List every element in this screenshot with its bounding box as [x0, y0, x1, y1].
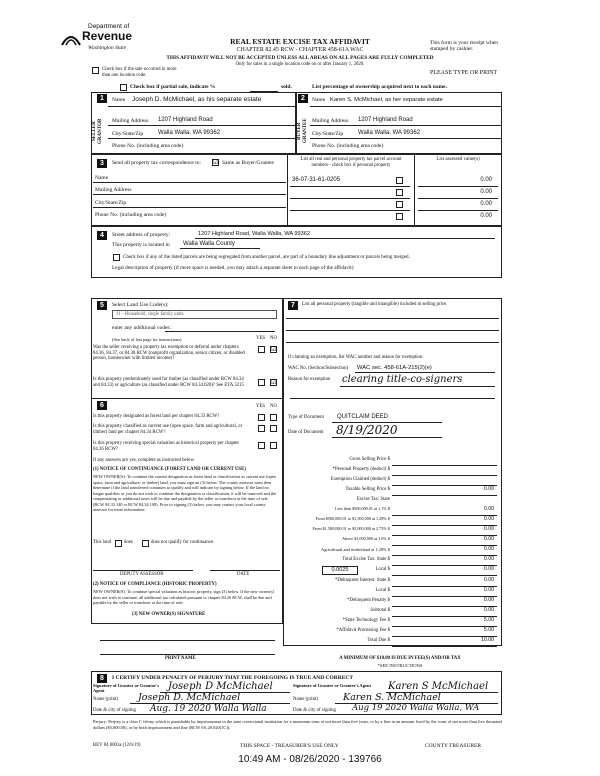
seller-phone-label: Phone No. (including area code) — [112, 143, 184, 149]
certify-statement: I CERTIFY UNDER PENALTY OF PERJURY THAT THE FOREGOING IS TRUE AND CORRECT — [112, 675, 354, 681]
tax-row — [284, 637, 502, 647]
section-6-number: 6 — [97, 401, 107, 410]
additional-codes-line — [165, 331, 275, 332]
tax-row — [284, 617, 502, 627]
tax-value[interactable]: 10.00 — [481, 637, 494, 643]
tax-label: Total Excise Tax: State $ — [342, 557, 390, 562]
corr-address-label: Mailing Address — [95, 187, 132, 193]
tax-value-line — [392, 646, 497, 647]
wac-label: WAC No. (Section/Subsection) — [288, 366, 349, 371]
land-use-value: 11 - Household, single family units — [116, 312, 184, 317]
grantor-name[interactable]: Joseph D. McMichael — [138, 692, 241, 703]
doc-date-label: Date of Document — [288, 430, 324, 435]
form-warning: THIS AFFIDAVIT WILL NOT BE ACCEPTED UNLESS ALL AREAS ON ALL PAGES ARE FULLY COMPLETED — [166, 55, 434, 61]
street-address[interactable]: 1207 Highland Road, Walla Walla, WA 99362 — [198, 231, 310, 237]
tax-row — [284, 566, 502, 577]
grantee-date-label: Date & city of signing — [293, 708, 336, 713]
s5-q1-no[interactable]: ☑ — [271, 347, 277, 353]
segregated-label: Check box if any of the listed parcels are being segregated from another parcel, are part of a boundary line adjustment or parcels being merged. — [123, 255, 410, 260]
receipt-note: This form is your receipt when stamped by cashier. — [430, 40, 498, 53]
parcel-row — [288, 211, 502, 223]
form-only-for: Only for sales in a single location code on or after January 1, 2020. — [235, 62, 365, 67]
s6-question-2: Is this property classified as current use (open space, farm and agricultural, or timber) land per chapter 84.34 RCW? — [93, 424, 243, 435]
deputy-line — [93, 570, 193, 571]
buyer-city-label: City/State/Zip — [312, 131, 344, 137]
print-name-line — [100, 654, 275, 655]
tax-label: Total Due $ — [367, 638, 390, 643]
s6-no-header: NO — [270, 404, 277, 409]
tax-row — [284, 607, 502, 617]
dept-line2: Revenue — [82, 29, 133, 43]
tax-value[interactable]: 0.00 — [483, 566, 494, 572]
s6-q2-yes[interactable] — [258, 425, 265, 432]
buyer-name-label: Name — [312, 97, 326, 103]
seller-name[interactable]: Joseph D. McMichael, as his separate estate — [132, 96, 262, 103]
tax-label: Local $ — [375, 567, 390, 572]
s5-question-1: Was the seller receiving a property tax exemption or deferral under chapters 84.36, 84.37, or 84.38 RCW (nonprofit organization, senior citizen, or disabled person, homeowner with limited income)? — [93, 345, 245, 362]
tax-label: Taxable Selling Price $ — [345, 487, 390, 492]
tax-row — [284, 577, 502, 587]
dor-mark-icon — [60, 27, 82, 47]
section-5-number: 5 — [97, 301, 107, 310]
pp-line-3 — [286, 342, 499, 343]
grantee-name[interactable]: Karen S. McMichael — [343, 692, 441, 703]
reason-value[interactable]: clearing title-co-signers — [342, 374, 463, 385]
minimum-due-note: A MINIMUM OF $10.00 IS DUE IN FEE(S) AND/OR TAX — [339, 656, 461, 661]
seller-name-label: Name — [112, 97, 126, 103]
seller-name-line — [108, 106, 296, 107]
multi-location-checkbox[interactable] — [92, 67, 99, 74]
tax-row — [284, 486, 502, 496]
tax-value[interactable]: 0.00 — [483, 546, 494, 552]
pp-line-1 — [286, 318, 499, 319]
tax-value[interactable]: 0.00 — [483, 556, 494, 562]
same-as-buyer-checkbox[interactable]: ☑ — [213, 160, 219, 166]
assessed-header: List assessed value(s) — [436, 157, 480, 162]
partial-sale-label: Check box if partial sale, indicate % — [130, 84, 216, 90]
section-3-number: 3 — [97, 159, 107, 168]
tax-value[interactable]: 0.00 — [483, 597, 494, 603]
land-use-label: Select Land Use Code(s): — [112, 302, 169, 308]
tax-row — [284, 466, 502, 476]
tax-label: Local $ — [375, 588, 390, 593]
tax-value[interactable]: 0.00 — [483, 577, 494, 583]
personal-property-checkbox[interactable] — [396, 213, 403, 220]
tax-row — [284, 597, 502, 607]
notice-1-text: NEW OWNER(S): To continue the current designation as forest land or classification as current use (open space, farm and agriculture, or timber) land, you must sign on (3) below. The county assessor must then determine if the land transferred continues to qualify and will indicate by signing below. If the land no longer qualifies or you do not wish to continue the designation or classification, it will be removed and the compensating or additional taxes will be due and payable by the seller or transferor at the time of sale. (RCW 84.33.140 or RCW 84.34.108). Prior to signing (3) below, you may contact your local county assessor for more information. — [93, 474, 277, 513]
wac-line — [355, 372, 495, 373]
tax-value[interactable]: 0.00 — [483, 536, 494, 542]
parcel-number[interactable]: 36-07-31-61-0205 — [292, 177, 341, 183]
grantor-date-label: Date & city of signing — [93, 708, 136, 713]
parcel-row — [288, 187, 502, 199]
personal-property-checkbox[interactable] — [396, 189, 403, 196]
county-treasurer: COUNTY TREASURER — [425, 743, 482, 749]
segregated-checkbox[interactable] — [113, 254, 120, 261]
tax-label: From $1,500,000.01 to $3,000,000 at 2.75% $ — [312, 526, 390, 531]
pp-line-2 — [286, 330, 499, 331]
grantee-date-city[interactable]: Aug 19 2020 Walla Walla, WA — [352, 703, 480, 713]
tax-row — [284, 456, 502, 466]
corr-address-line — [93, 194, 286, 195]
section-8-number: 8 — [97, 674, 107, 683]
tax-label: Less than $500,000.01 at 1.1% $ — [335, 506, 390, 511]
grantee-date-line — [350, 714, 498, 715]
s6-if-yes: If any answers are yes, complete as instructed below. — [93, 458, 195, 463]
parcel-row — [288, 199, 502, 211]
tax-label: Exemption Claimed (deduct) $ — [330, 477, 390, 482]
notice-2-title: (2) NOTICE OF COMPLIANCE (HISTORIC PROPERTY) — [93, 582, 217, 587]
land-use-select[interactable] — [112, 310, 277, 319]
s6-question-3: Is this property receiving special valuation as historical property per chapter 84.26 RCW? — [93, 441, 239, 452]
this-land-label: This land — [93, 540, 111, 545]
doc-type-label: Type of Document — [288, 415, 324, 420]
exemption-instruction: If claiming an exemption, list WAC number and reason for exemption: — [288, 355, 424, 360]
tax-row — [284, 516, 502, 526]
tax-label: *Personal Property (deduct) $ — [332, 467, 390, 472]
grantee-signature[interactable]: Karen S McMichael — [388, 681, 489, 692]
corr-name-line — [93, 182, 286, 183]
land-does-not-checkbox[interactable] — [142, 540, 149, 547]
local-rate-box[interactable]: 0.0025 — [322, 566, 358, 575]
assessed-value[interactable]: 0.00 — [480, 213, 492, 219]
doc-date-line — [332, 437, 442, 438]
notice-2-text: NEW OWNER(S): To continue special valuation as historic property, sign (3) below. If the new owner(s) does not wish to continue, all additional tax calculated pursuant to chapter 84.26 RCW, shall be due and payable by the seller or transferor at the time of sale. — [93, 589, 274, 606]
parcel-row — [288, 175, 502, 187]
tax-row — [284, 627, 502, 637]
reason-label: Reason for exemption — [288, 377, 331, 382]
type-or-print: PLEASE TYPE OR PRINT — [430, 70, 498, 76]
tax-value-line — [392, 575, 497, 576]
s6-question-1: Is this property designated as forest land per chapter 84.33 RCW? — [93, 414, 220, 419]
buyer-name[interactable]: Karen S. McMichael, as her separate estate — [330, 97, 443, 103]
parcel-header: List all real and personal property tax parcel account numbers - check box if personal property — [300, 157, 402, 168]
land-does-not-label: does not qualify for continuance. — [151, 540, 215, 545]
tax-value[interactable]: 0.00 — [483, 516, 494, 522]
corr-city-line — [93, 207, 286, 208]
buyer-name-line — [310, 106, 502, 107]
dept-line1: Department of — [88, 23, 130, 30]
land-does-checkbox[interactable] — [115, 540, 122, 547]
tax-value[interactable]: 0.00 — [483, 486, 494, 492]
tax-row — [284, 496, 502, 506]
partial-sale-checkbox[interactable] — [120, 84, 127, 91]
buyer-address[interactable]: 1207 Highland Road — [358, 117, 413, 123]
tax-label: Above $3,000,000 at 3.0% $ — [341, 536, 390, 541]
tax-label: Gross Selling Price $ — [349, 457, 390, 462]
reason-line-2 — [290, 398, 495, 399]
multi-location-label: Check box if the sale occurred in more than one location code. — [102, 67, 177, 78]
tax-label: *Delinquent Interest: State $ — [334, 578, 390, 583]
see-instructions-note: *SEE INSTRUCTIONS — [377, 663, 423, 668]
buyer-phone-label: Phone No. (including area code) — [312, 143, 384, 149]
personal-property-checkbox[interactable] — [396, 177, 403, 184]
buyer-side-label: BUYER GRANTEE — [297, 118, 308, 144]
correspondence-label: Send all property tax correspondence to: — [112, 160, 202, 166]
tax-label: From $500,000.01 to $1,500,000 at 1.28% $ — [315, 516, 390, 521]
grantor-date-line — [145, 714, 290, 715]
tax-value[interactable]: 0.00 — [483, 526, 494, 532]
tax-row — [284, 526, 502, 536]
section-1-number: 1 — [97, 94, 107, 103]
personal-property-checkbox[interactable] — [396, 201, 403, 208]
tax-label: Subtotal $ — [370, 608, 390, 613]
same-as-buyer-label: Same as Buyer/Grantee — [222, 160, 274, 166]
seller-city[interactable]: Walla Walla, WA 99362 — [158, 130, 221, 136]
section-6-top-line — [91, 398, 283, 399]
tax-row — [284, 506, 502, 516]
tax-value[interactable]: 0.00 — [483, 587, 494, 593]
s5-no-header: NO — [270, 336, 277, 341]
deputy-date-line — [210, 570, 280, 571]
tax-value[interactable]: 5.00 — [483, 617, 494, 623]
treasurer-use-only: THIS SPACE - TREASURER'S USE ONLY — [240, 743, 339, 749]
grantor-signature[interactable]: Joseph D McMichael — [168, 681, 273, 692]
s5-q2-yes[interactable] — [258, 379, 265, 386]
seller-city-label: City/State/Zip — [112, 131, 144, 137]
street-label: Street address of property: — [112, 232, 171, 238]
notice-1-title: (1) NOTICE OF CONTINUANCE (FOREST LAND OR CURRENT USE) — [93, 467, 246, 472]
legal-description-label: Legal description of property (if more space is needed, you may attach a separate sheet to each page of the affidavit) — [112, 265, 354, 271]
additional-codes-label: enter any additional codes: — [112, 325, 172, 331]
tax-table — [284, 456, 502, 647]
buyer-address-line — [310, 125, 502, 126]
assessed-value[interactable]: 0.00 — [480, 201, 492, 207]
s6-q3-no[interactable] — [270, 442, 277, 449]
wac-number[interactable]: WAC sec. 458-61A-215(2)(e) — [357, 365, 432, 371]
grantor-date-city[interactable]: Aug. 19 2020 Walla Walla — [150, 704, 267, 714]
located-line — [180, 248, 260, 249]
s6-q3-yes[interactable] — [258, 442, 265, 449]
tax-label: Excise Tax: State — [356, 497, 390, 502]
dept-line3: Washington State — [88, 45, 127, 51]
print-name-label: PRINT NAME — [165, 656, 196, 661]
tax-row — [284, 556, 502, 566]
section-4-number: 4 — [97, 231, 107, 240]
tax-row — [284, 546, 502, 556]
perjury-notice: Perjury: Perjury is a class C felony which is punishable by imprisonment in the state correctional institution for a maximum term of not more than five years, or by a fine in an amount fixed by the court of not more than five thousand dollars ($5,000.00), or by both imprisonment and fine (RCW 9A.20.020(1C)). — [93, 719, 502, 730]
tax-value[interactable]: 5.00 — [483, 627, 494, 633]
tax-value[interactable]: 0.00 — [483, 506, 494, 512]
street-line — [195, 238, 495, 239]
s6-yes-header: YES — [256, 404, 266, 409]
assessed-value[interactable]: 0.00 — [480, 189, 492, 195]
doc-type[interactable]: QUITCLAIM DEED — [337, 414, 389, 420]
tax-row — [284, 536, 502, 546]
section-7-number: 7 — [288, 301, 298, 310]
buyer-address-label: Mailing Address — [312, 118, 349, 124]
s6-q1-yes[interactable] — [258, 414, 265, 421]
form-title: REAL ESTATE EXCISE TAX AFFIDAVIT — [230, 37, 370, 46]
section-2-number: 2 — [298, 94, 308, 103]
s5-q2-no[interactable]: ☑ — [271, 380, 277, 386]
doc-date[interactable]: 8/19/2020 — [336, 423, 398, 437]
tax-label: *Delinquent Penalty $ — [347, 598, 390, 603]
form-revision: REV 84 0001a (12/6/19) — [93, 743, 141, 748]
land-does-label: does — [124, 540, 133, 545]
deputy-assessor-label: DEPUTY ASSESSOR — [120, 572, 164, 577]
tax-label: *State Technology Fee $ — [342, 618, 390, 623]
grantor-name-label: Name (print) — [93, 697, 118, 702]
ownership-note: List percentage of ownership acquired next to each name. — [312, 84, 447, 90]
buyer-city[interactable]: Walla Walla, WA 99362 — [358, 130, 421, 136]
s6-q1-no[interactable] — [270, 414, 277, 421]
see-back-note: (See back of last page for instructions) — [112, 337, 182, 342]
seller-address-label: Mailing Address — [112, 118, 149, 124]
s5-q1-yes[interactable] — [258, 346, 265, 353]
tax-row — [284, 476, 502, 486]
s5-question-2: Is this property predominately used for timber (as classified under RCW 84.34 and 84.33) or agriculture (as classified under RCW 84.34.020)? See ETA 3215 — [93, 377, 244, 388]
tax-label: Agricultural and timberland at 1.28% $ — [320, 547, 390, 552]
personal-property-label: List all personal property (tangible and intangible) included in selling price. — [302, 302, 448, 307]
new-owner-signature-label: (3) NEW OWNER(S) SIGNATURE — [132, 612, 206, 617]
s5-yes-header: YES — [256, 336, 266, 341]
seller-address-line — [108, 125, 296, 126]
assessed-value[interactable]: 0.00 — [480, 177, 492, 183]
corr-phone-label: Phone No. (including area code) — [95, 212, 167, 218]
s6-q2-no[interactable] — [270, 425, 277, 432]
corr-name-label: Name — [95, 175, 109, 181]
deputy-date-label: DATE — [237, 572, 250, 577]
partial-sold-label: sold. — [281, 84, 292, 90]
buyer-city-line — [310, 138, 502, 139]
tax-label: *Affidavit Processing Fee $ — [336, 628, 390, 633]
grantor-signature-label: Signature of Grantor or Grantor's Agent — [93, 683, 159, 693]
located-label: This property is located in — [112, 242, 170, 248]
parcel-list — [288, 175, 502, 223]
located-county[interactable]: Walla Walla County — [183, 241, 235, 247]
seller-side-label: SELLER GRANTOR — [92, 118, 103, 144]
seller-city-line — [108, 138, 296, 139]
form-chapter: CHAPTER 82.45 RCW - CHAPTER 458-61A WAC — [236, 47, 364, 53]
recording-stamp: 10:49 AM - 08/26/2020 - 139766 — [238, 754, 382, 765]
grantee-name-label: Name (print) — [293, 697, 318, 702]
grantee-signature-label: Signature of Grantee or Grantee's Agent — [293, 683, 371, 688]
reason-line-1 — [340, 386, 495, 387]
corr-city-label: City/State/Zip — [95, 200, 127, 206]
tax-row — [284, 587, 502, 597]
tax-value[interactable]: 0.00 — [483, 607, 494, 613]
seller-address[interactable]: 1207 Highland Road — [158, 117, 213, 123]
new-owner-sig-line — [100, 640, 275, 641]
